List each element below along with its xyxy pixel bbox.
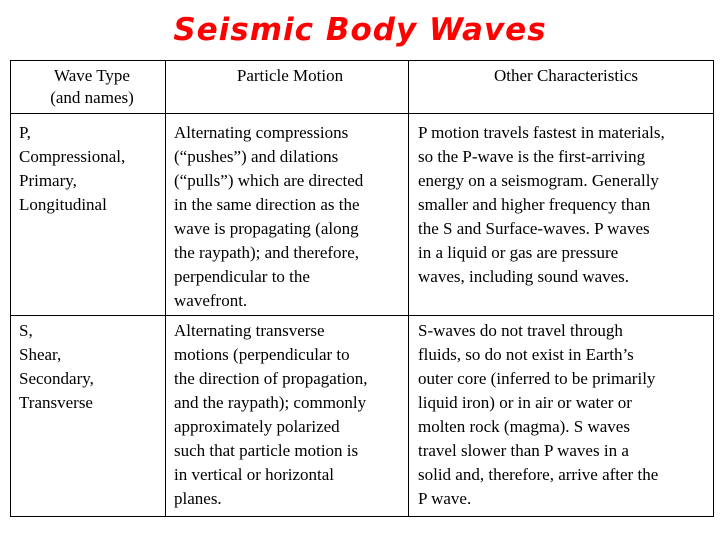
- particle-motion-line: in vertical or horizontal: [174, 465, 335, 484]
- row-divider: [11, 113, 713, 114]
- characteristics-line: liquid iron) or in air or water or: [418, 393, 632, 412]
- particle-motion-line: perpendicular to the: [174, 267, 310, 286]
- particle-motion-line: in the same direction as the: [174, 195, 360, 214]
- header-wave-type-line: Wave Type: [54, 66, 130, 85]
- row-p-particle-motion: [174, 121, 406, 313]
- particle-motion-line: approximately polarized: [174, 417, 340, 436]
- row-s-other-characteristics: [418, 319, 714, 511]
- wave-type-line: P,: [19, 123, 31, 142]
- wave-type-line: Longitudinal: [19, 195, 107, 214]
- column-divider: [408, 61, 409, 516]
- particle-motion-line: wave is propagating (along: [174, 219, 359, 238]
- particle-motion-line: and the raypath); commonly: [174, 393, 367, 412]
- characteristics-line: energy on a seismogram. Generally: [418, 171, 659, 190]
- particle-motion-line: Alternating transverse: [174, 321, 325, 340]
- row-s-particle-motion: [174, 319, 406, 511]
- particle-motion-line: Alternating compressions: [174, 123, 349, 142]
- characteristics-line: smaller and higher frequency than: [418, 195, 651, 214]
- header-other-characteristics: Other Characteristics: [494, 66, 638, 85]
- particle-motion-line: such that particle motion is: [174, 441, 359, 460]
- wave-type-line: Compressional,: [19, 147, 126, 166]
- particle-motion-line: motions (perpendicular to: [174, 345, 350, 364]
- characteristics-line: the S and Surface-waves. P waves: [418, 219, 650, 238]
- characteristics-line: P motion travels fastest in materials,: [418, 123, 665, 142]
- particle-motion-line: (“pushes”) and dilations: [174, 147, 339, 166]
- header-wave-type-line: (and names): [50, 88, 134, 107]
- particle-motion-line: (“pulls”) which are directed: [174, 171, 364, 190]
- row-p-other-characteristics: [418, 121, 714, 289]
- characteristics-line: waves, including sound waves.: [418, 267, 630, 286]
- header-wave-type: [19, 65, 165, 109]
- wave-type-line: S,: [19, 321, 33, 340]
- characteristics-line: travel slower than P waves in a: [418, 441, 629, 460]
- particle-motion-line: the raypath); and therefore,: [174, 243, 360, 262]
- page-title: Seismic Body Waves: [173, 12, 547, 48]
- row-p-wave-type: [19, 121, 165, 217]
- characteristics-line: so the P-wave is the first-arriving: [418, 147, 646, 166]
- wave-type-line: Secondary,: [19, 369, 94, 388]
- characteristics-line: molten rock (magma). S waves: [418, 417, 630, 436]
- wave-type-line: Transverse: [19, 393, 93, 412]
- wave-type-line: Shear,: [19, 345, 62, 364]
- particle-motion-line: planes.: [174, 489, 222, 508]
- characteristics-line: P wave.: [418, 489, 472, 508]
- row-divider: [11, 315, 713, 316]
- characteristics-line: in a liquid or gas are pressure: [418, 243, 619, 262]
- header-particle-motion: Particle Motion: [236, 66, 344, 85]
- characteristics-line: S-waves do not travel through: [418, 321, 623, 340]
- wave-type-line: Primary,: [19, 171, 77, 190]
- characteristics-line: solid and, therefore, arrive after the: [418, 465, 659, 484]
- particle-motion-line: the direction of propagation,: [174, 369, 368, 388]
- particle-motion-line: wavefront.: [174, 291, 248, 310]
- characteristics-line: fluids, so do not exist in Earth’s: [418, 345, 634, 364]
- characteristics-line: outer core (inferred to be primarily: [418, 369, 656, 388]
- seismic-waves-table: [10, 60, 714, 517]
- column-divider: [165, 61, 166, 516]
- row-s-wave-type: [19, 319, 165, 415]
